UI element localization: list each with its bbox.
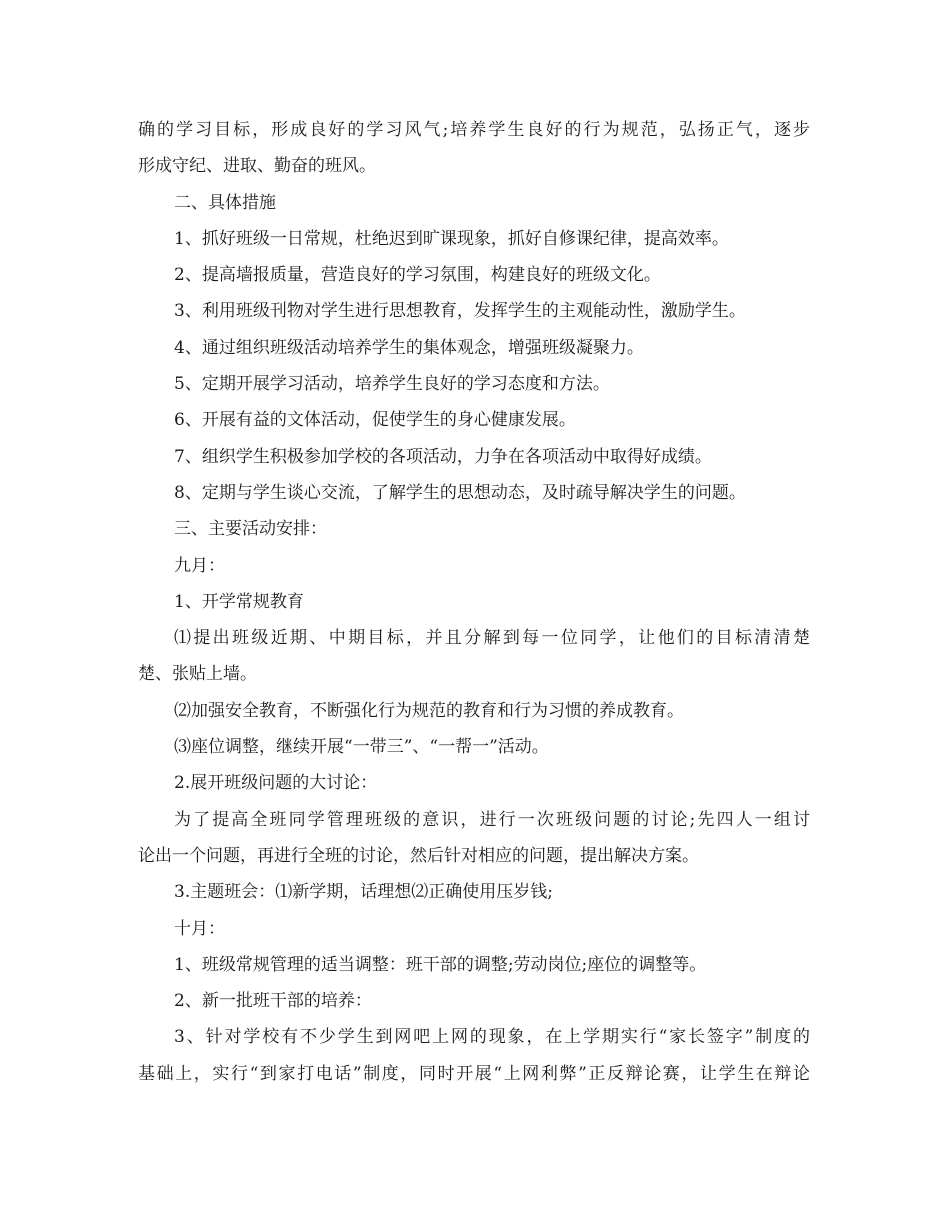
paragraph-line-02: 形成守纪、进取、勤奋的班风。 xyxy=(138,156,376,177)
document-body xyxy=(138,112,810,1092)
measure-item-6: 6、开展有益的文体活动，促使学生的身心健康发展。 xyxy=(174,410,576,431)
september-item-3: 3.主题班会：⑴新学期，话理想⑵正确使用压岁钱; xyxy=(174,882,553,903)
october-item-1: 1、班级常规管理的适当调整：班干部的调整;劳动岗位;座位的调整等。 xyxy=(174,954,707,975)
measure-item-4: 4、通过组织班级活动培养学生的集体观念，增强班级凝聚力。 xyxy=(174,337,644,358)
discussion-paragraph-line-1: 为了提高全班同学管理班级的意识，进行一次班级问题的讨论;先四人一组讨 xyxy=(174,809,810,830)
october-item-3-line-2: 基础上，实行“到家打电话”制度，同时开展“上网利弊”正反辩论赛，让学生在辩论 xyxy=(138,1063,810,1084)
october-item-3-line-1: 3、针对学校有不少学生到网吧上网的现象，在上学期实行“家长签字”制度的 xyxy=(174,1027,810,1048)
measure-item-2: 2、提高墙报质量，营造良好的学习氛围，构建良好的班级文化。 xyxy=(174,265,661,286)
september-item-2: 2.展开班级问题的大讨论： xyxy=(174,773,378,794)
september-subitem-1-line-2: 楚、张贴上墙。 xyxy=(138,664,257,685)
measure-item-5: 5、定期开展学习活动，培养学生良好的学习态度和方法。 xyxy=(174,374,610,395)
paragraph-line-01: 确的学习目标，形成良好的学习风气;培养学生良好的行为规范，弘扬正气，逐步 xyxy=(138,120,810,140)
measure-item-3: 3、利用班级刊物对学生进行思想教育，发挥学生的主观能动性，激励学生。 xyxy=(174,301,746,322)
september-subitem-2: ⑵加强安全教育，不断强化行为规范的教育和行为习惯的养成教育。 xyxy=(174,700,684,721)
measure-item-8: 8、定期与学生谈心交流，了解学生的思想动态，及时疏导解决学生的问题。 xyxy=(174,482,746,503)
measure-item-7: 7、组织学生积极参加学校的各项活动，力争在各项活动中取得好成绩。 xyxy=(174,446,712,467)
september-subitem-1-line-1: ⑴提出班级近期、中期目标，并且分解到每一位同学，让他们的目标清清楚 xyxy=(174,628,810,649)
section-heading-measures: 二、具体措施 xyxy=(174,192,276,213)
september-subitem-3: ⑶座位调整，继续开展“一带三”、“一帮一”活动。 xyxy=(174,737,549,758)
section-heading-activities: 三、主要活动安排： xyxy=(174,519,327,540)
october-item-2: 2、新一批班干部的培养： xyxy=(174,991,372,1012)
month-heading-september: 九月： xyxy=(174,555,225,576)
september-item-1: 1、开学常规教育 xyxy=(174,591,304,612)
measure-item-1: 1、抓好班级一日常规，杜绝迟到旷课现象，抓好自修课纪律，提高效率。 xyxy=(174,228,729,249)
month-heading-october: 十月： xyxy=(174,918,225,939)
discussion-paragraph-line-2: 论出一个问题，再进行全班的讨论，然后针对相应的问题，提出解决方案。 xyxy=(138,845,699,866)
